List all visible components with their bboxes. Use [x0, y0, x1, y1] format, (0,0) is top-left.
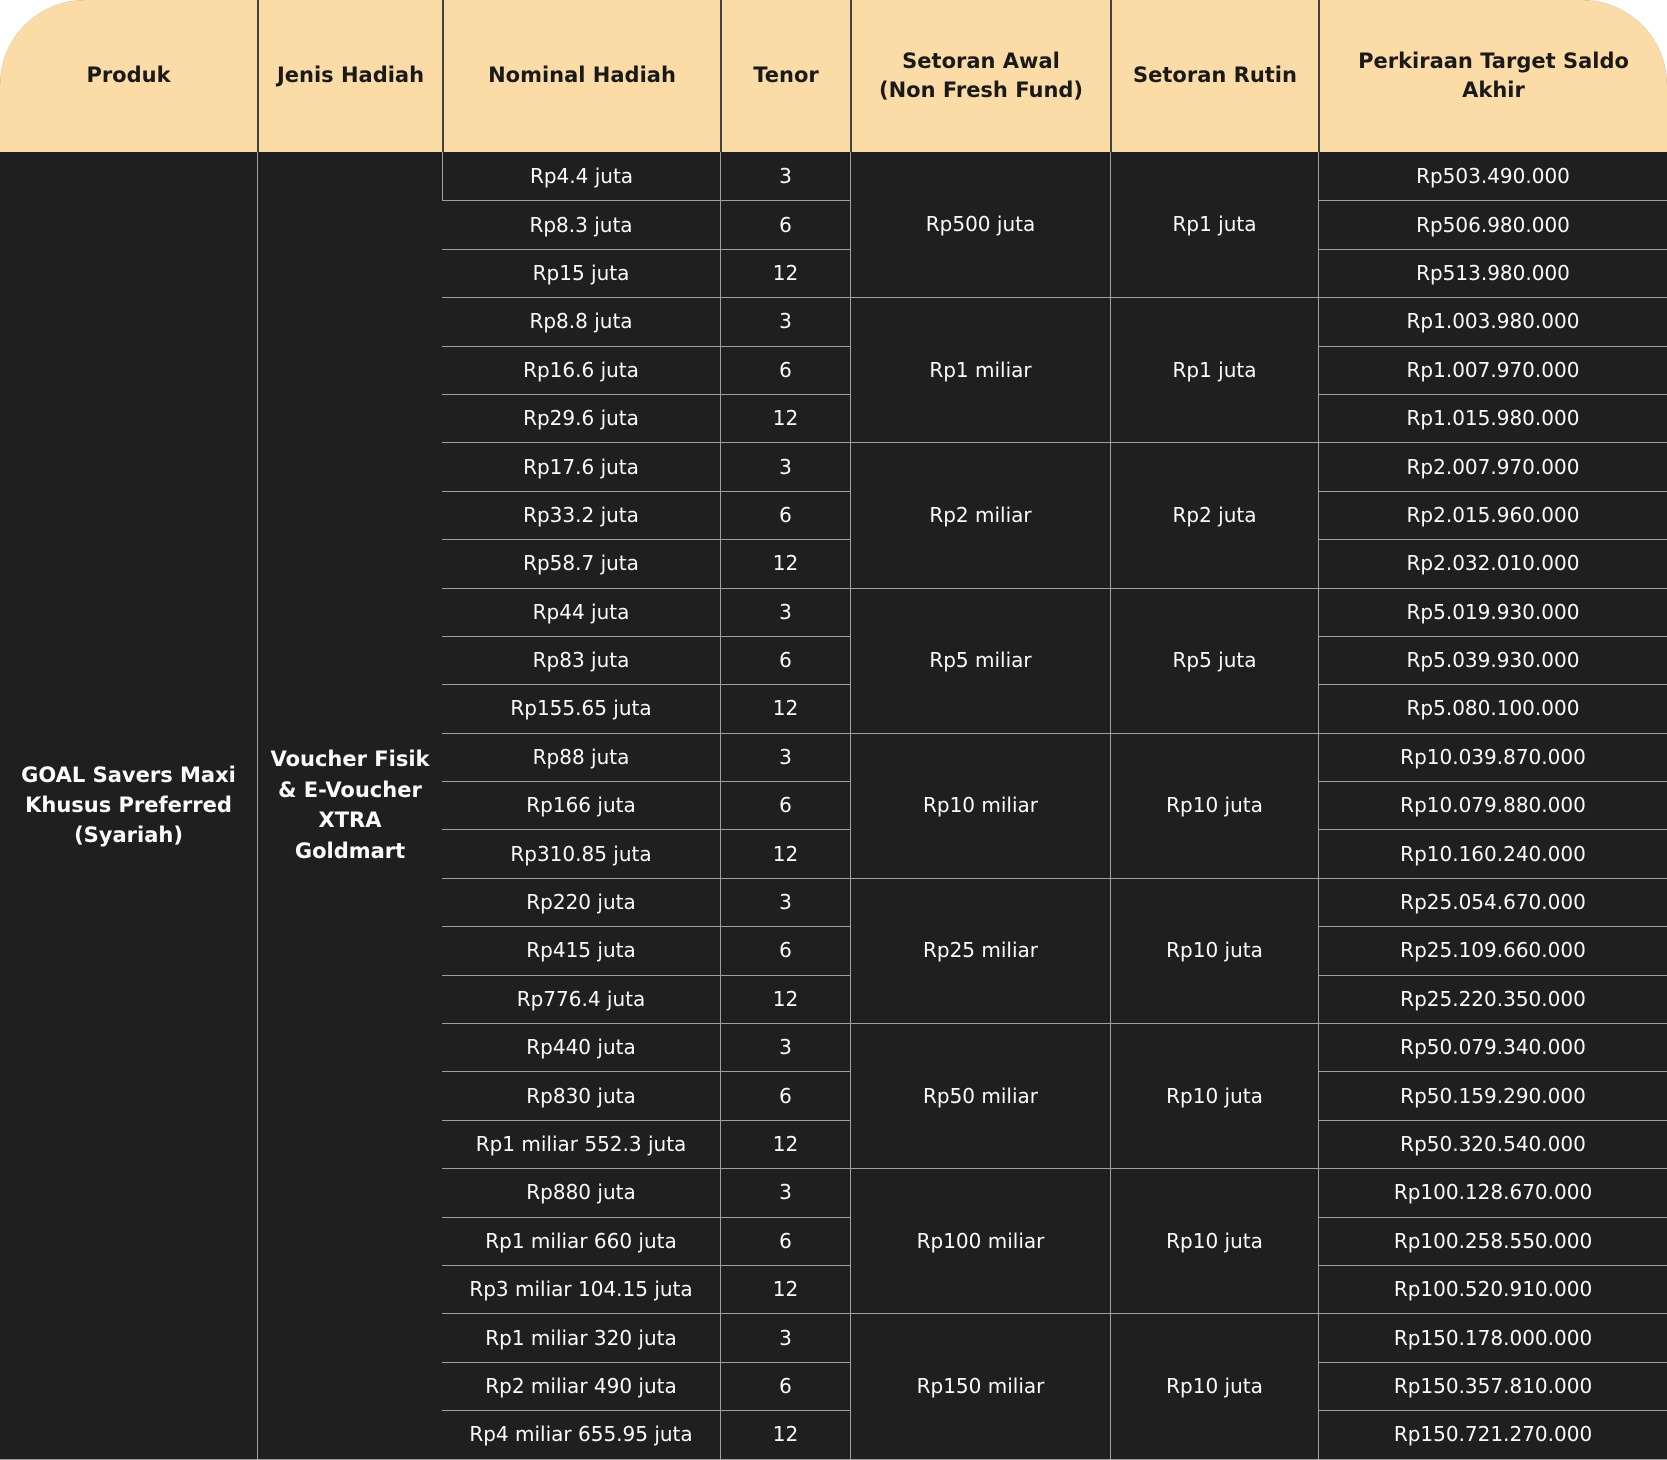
col-header-tenor [720, 0, 850, 152]
saldo-akhir-cell: Rp100.258.550.000 [1318, 1217, 1667, 1265]
saldo-akhir-cell: Rp150.178.000.000 [1318, 1313, 1667, 1361]
table-row [0, 152, 1667, 200]
setoran-awal-cell: Rp50 miliar [850, 1023, 1110, 1168]
saldo-akhir-cell: Rp25.054.670.000 [1318, 878, 1667, 926]
nominal-hadiah-cell: Rp8.3 juta [442, 200, 720, 248]
tenor-cell: 6 [720, 1362, 850, 1410]
nominal-hadiah-cell: Rp220 juta [442, 878, 720, 926]
nominal-hadiah-cell: Rp1 miliar 660 juta [442, 1217, 720, 1265]
tenor-cell: 6 [720, 200, 850, 248]
saldo-akhir-cell: Rp1.015.980.000 [1318, 394, 1667, 442]
tenor-cell: 12 [720, 829, 850, 877]
saldo-akhir-cell: Rp5.080.100.000 [1318, 684, 1667, 732]
tenor-cell: 3 [720, 442, 850, 490]
saldo-akhir-cell: Rp1.003.980.000 [1318, 297, 1667, 345]
saldo-akhir-cell: Rp503.490.000 [1318, 152, 1667, 200]
nominal-hadiah-cell: Rp8.8 juta [442, 297, 720, 345]
saldo-akhir-cell: Rp2.032.010.000 [1318, 539, 1667, 587]
nominal-hadiah-cell: Rp83 juta [442, 636, 720, 684]
saldo-akhir-cell: Rp100.128.670.000 [1318, 1168, 1667, 1216]
tenor-cell: 12 [720, 1410, 850, 1458]
saldo-akhir-cell: Rp50.159.290.000 [1318, 1071, 1667, 1119]
setoran-rutin-cell: Rp5 juta [1110, 588, 1318, 733]
tenor-cell: 3 [720, 1023, 850, 1071]
tenor-cell: 12 [720, 975, 850, 1023]
saldo-akhir-cell: Rp5.039.930.000 [1318, 636, 1667, 684]
tenor-cell: 12 [720, 539, 850, 587]
saldo-akhir-cell: Rp150.721.270.000 [1318, 1410, 1667, 1458]
nominal-hadiah-cell: Rp830 juta [442, 1071, 720, 1119]
header-row [0, 0, 1667, 152]
tenor-cell: 12 [720, 684, 850, 732]
col-header-setoran-rutin-label: Setoran Rutin [1133, 63, 1297, 88]
tenor-cell: 3 [720, 588, 850, 636]
col-header-setoran-awal-label: Setoran Awal [902, 48, 1060, 73]
tenor-cell: 6 [720, 346, 850, 394]
col-header-target-saldo [1318, 0, 1667, 152]
setoran-rutin-cell: Rp2 juta [1110, 442, 1318, 587]
nominal-hadiah-cell: Rp3 miliar 104.15 juta [442, 1265, 720, 1313]
tenor-cell: 3 [720, 1313, 850, 1361]
tenor-cell: 3 [720, 878, 850, 926]
tenor-cell: 12 [720, 1120, 850, 1168]
tenor-cell: 3 [720, 152, 850, 200]
saldo-akhir-cell: Rp10.079.880.000 [1318, 781, 1667, 829]
tenor-cell: 3 [720, 1168, 850, 1216]
nominal-hadiah-cell: Rp440 juta [442, 1023, 720, 1071]
nominal-hadiah-cell: Rp155.65 juta [442, 684, 720, 732]
saldo-akhir-cell: Rp10.039.870.000 [1318, 733, 1667, 781]
setoran-awal-cell: Rp500 juta [850, 152, 1110, 297]
nominal-hadiah-cell: Rp1 miliar 552.3 juta [442, 1120, 720, 1168]
nominal-hadiah-cell: Rp58.7 juta [442, 539, 720, 587]
saldo-akhir-cell: Rp100.520.910.000 [1318, 1265, 1667, 1313]
col-header-produk-label: Produk [86, 63, 171, 88]
setoran-rutin-cell: Rp10 juta [1110, 1168, 1318, 1313]
nominal-hadiah-cell: Rp1 miliar 320 juta [442, 1313, 720, 1361]
tenor-cell: 12 [720, 1265, 850, 1313]
nominal-hadiah-cell: Rp17.6 juta [442, 442, 720, 490]
setoran-rutin-cell: Rp1 juta [1110, 297, 1318, 442]
saldo-akhir-cell: Rp150.357.810.000 [1318, 1362, 1667, 1410]
nominal-hadiah-cell: Rp4.4 juta [442, 152, 720, 200]
table-header [0, 0, 1667, 152]
tenor-cell: 6 [720, 491, 850, 539]
nominal-hadiah-cell: Rp44 juta [442, 588, 720, 636]
jenis-hadiah-cell: Voucher Fisik & E-Voucher XTRA Goldmart [257, 152, 442, 1459]
col-header-setoran-awal [850, 0, 1110, 152]
setoran-rutin-cell: Rp1 juta [1110, 152, 1318, 297]
setoran-awal-cell: Rp100 miliar [850, 1168, 1110, 1313]
tenor-cell: 12 [720, 249, 850, 297]
setoran-rutin-cell: Rp10 juta [1110, 878, 1318, 1023]
saldo-akhir-cell: Rp506.980.000 [1318, 200, 1667, 248]
setoran-awal-cell: Rp2 miliar [850, 442, 1110, 587]
nominal-hadiah-cell: Rp33.2 juta [442, 491, 720, 539]
nominal-hadiah-cell: Rp776.4 juta [442, 975, 720, 1023]
tenor-cell: 6 [720, 926, 850, 974]
col-header-jenis-hadiah-label: Jenis Hadiah [276, 63, 425, 88]
saldo-akhir-cell: Rp1.007.970.000 [1318, 346, 1667, 394]
produk-cell: GOAL Savers Maxi Khusus Preferred (Syariah) [21, 762, 236, 848]
tenor-cell: 6 [720, 1071, 850, 1119]
nominal-hadiah-cell: Rp880 juta [442, 1168, 720, 1216]
tenor-cell: 3 [720, 733, 850, 781]
setoran-awal-cell: Rp5 miliar [850, 588, 1110, 733]
col-header-tenor-label: Tenor [753, 63, 819, 88]
tenor-cell: 12 [720, 394, 850, 442]
saldo-akhir-cell: Rp50.320.540.000 [1318, 1120, 1667, 1168]
setoran-awal-cell: Rp1 miliar [850, 297, 1110, 442]
col-header-setoran-awal-subtitle: (Non Fresh Fund) [878, 78, 1084, 102]
setoran-rutin-cell: Rp10 juta [1110, 733, 1318, 878]
setoran-awal-cell: Rp10 miliar [850, 733, 1110, 878]
saldo-akhir-cell: Rp513.980.000 [1318, 249, 1667, 297]
nominal-hadiah-cell: Rp2 miliar 490 juta [442, 1362, 720, 1410]
saldo-akhir-cell: Rp25.109.660.000 [1318, 926, 1667, 974]
tenor-cell: 6 [720, 636, 850, 684]
setoran-rutin-cell: Rp10 juta [1110, 1313, 1318, 1458]
saldo-akhir-cell: Rp5.019.930.000 [1318, 588, 1667, 636]
col-header-setoran-rutin [1110, 0, 1318, 152]
saldo-akhir-cell: Rp2.007.970.000 [1318, 442, 1667, 490]
setoran-awal-cell: Rp25 miliar [850, 878, 1110, 1023]
saldo-akhir-cell: Rp10.160.240.000 [1318, 829, 1667, 877]
saldo-akhir-cell: Rp50.079.340.000 [1318, 1023, 1667, 1071]
tenor-cell: 6 [720, 1217, 850, 1265]
tenor-cell: 3 [720, 297, 850, 345]
nominal-hadiah-cell: Rp29.6 juta [442, 394, 720, 442]
saldo-akhir-cell: Rp2.015.960.000 [1318, 491, 1667, 539]
setoran-rutin-cell: Rp10 juta [1110, 1023, 1318, 1168]
col-header-nominal-hadiah [442, 0, 720, 152]
tenor-cell: 6 [720, 781, 850, 829]
nominal-hadiah-cell: Rp415 juta [442, 926, 720, 974]
nominal-hadiah-cell: Rp310.85 juta [442, 829, 720, 877]
nominal-hadiah-cell: Rp16.6 juta [442, 346, 720, 394]
nominal-hadiah-cell: Rp88 juta [442, 733, 720, 781]
setoran-awal-cell: Rp150 miliar [850, 1313, 1110, 1458]
col-header-target-saldo-label: Perkiraan Target Saldo Akhir [1358, 48, 1629, 102]
col-header-produk [0, 0, 257, 152]
nominal-hadiah-cell: Rp166 juta [442, 781, 720, 829]
nominal-hadiah-cell: Rp15 juta [442, 249, 720, 297]
table-body [0, 152, 1667, 1459]
col-header-jenis-hadiah [257, 0, 442, 152]
col-header-nominal-hadiah-label: Nominal Hadiah [488, 63, 676, 88]
saldo-akhir-cell: Rp25.220.350.000 [1318, 975, 1667, 1023]
nominal-hadiah-cell: Rp4 miliar 655.95 juta [442, 1410, 720, 1458]
